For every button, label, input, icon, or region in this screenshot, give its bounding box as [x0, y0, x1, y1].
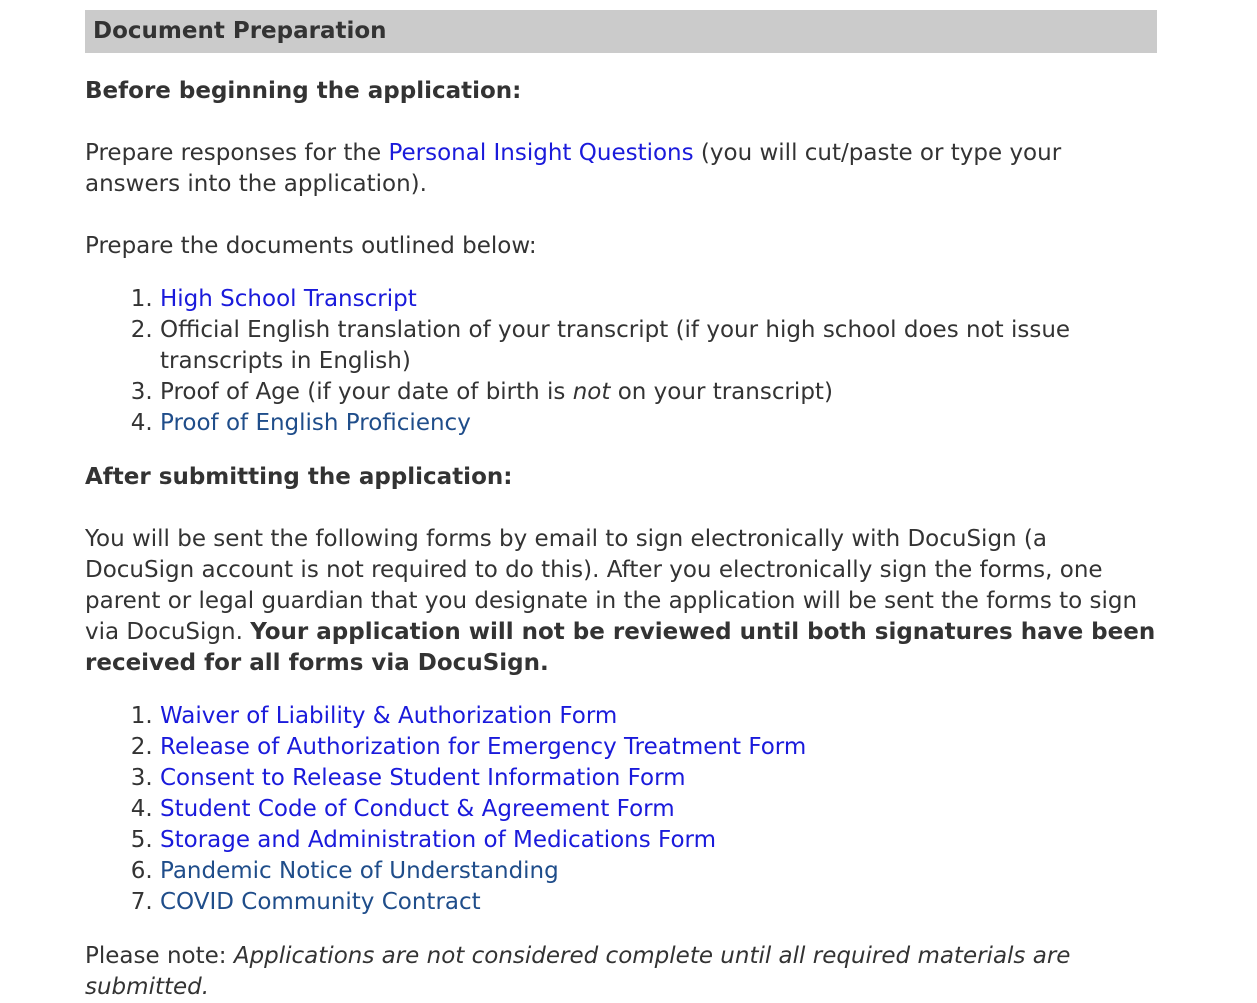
list-item	[160, 701, 1157, 732]
please-note	[85, 941, 1157, 1003]
english-proficiency-link[interactable]: Proof of English Proficiency	[160, 410, 471, 436]
document-preparation-section	[85, 10, 1157, 1003]
docusign-warning: Your application will not be reviewed until both signatures have been received for all forms via DocuSign.	[85, 619, 1156, 676]
piq-paragraph	[85, 138, 1157, 200]
list-item	[160, 315, 1157, 377]
before-heading: Before beginning the application:	[85, 78, 522, 104]
translation-item-text: Official English translation of your transcript (if your high school does not issue transcripts in English)	[160, 317, 1071, 374]
proof-of-age-emphasis: not	[572, 379, 611, 405]
high-school-transcript-link[interactable]: High School Transcript	[160, 286, 417, 312]
note-text: Applications are not considered complete until all required materials are submitted.	[85, 943, 1071, 1000]
proof-of-age-text-end: on your transcript)	[610, 379, 833, 405]
list-item	[160, 794, 1157, 825]
waiver-form-link[interactable]: Waiver of Liability & Authorization Form	[160, 703, 618, 729]
emergency-treatment-form-link[interactable]: Release of Authorization for Emergency Treatment Form	[160, 734, 807, 760]
proof-of-age-text: Proof of Age (if your date of birth is	[160, 379, 573, 405]
docs-intro: Prepare the documents outlined below:	[85, 233, 537, 259]
list-item	[160, 408, 1157, 439]
after-heading: After submitting the application:	[85, 464, 513, 490]
list-item	[160, 856, 1157, 887]
code-of-conduct-form-link[interactable]: Student Code of Conduct & Agreement Form	[160, 796, 675, 822]
forms-list	[85, 701, 1157, 918]
medications-form-link[interactable]: Storage and Administration of Medications Form	[160, 827, 716, 853]
section-title: Document Preparation	[85, 10, 1157, 53]
list-item	[160, 825, 1157, 856]
docusign-body: You will be sent the following forms by email to sign electronically with DocuSign (a DocuSign account is not required to do this). After you electronically sign the forms, one parent or legal guardian that you designate in the application will be sent the forms to sign via DocuSign.	[85, 526, 1138, 645]
piq-suffix: (you will cut/paste or type your answers into the application).	[85, 140, 1062, 197]
pandemic-notice-link[interactable]: Pandemic Notice of Understanding	[160, 858, 559, 884]
note-label: Please note:	[85, 943, 234, 969]
consent-release-form-link[interactable]: Consent to Release Student Information Form	[160, 765, 686, 791]
personal-insight-questions-link[interactable]: Personal Insight Questions	[388, 140, 694, 166]
list-item	[160, 377, 1157, 408]
list-item	[160, 887, 1157, 918]
covid-contract-link[interactable]: COVID Community Contract	[160, 889, 481, 915]
list-item	[160, 732, 1157, 763]
piq-prefix: Prepare responses for the	[85, 140, 389, 166]
list-item	[160, 284, 1157, 315]
docusign-paragraph	[85, 524, 1157, 679]
list-item	[160, 763, 1157, 794]
documents-list	[85, 284, 1157, 439]
